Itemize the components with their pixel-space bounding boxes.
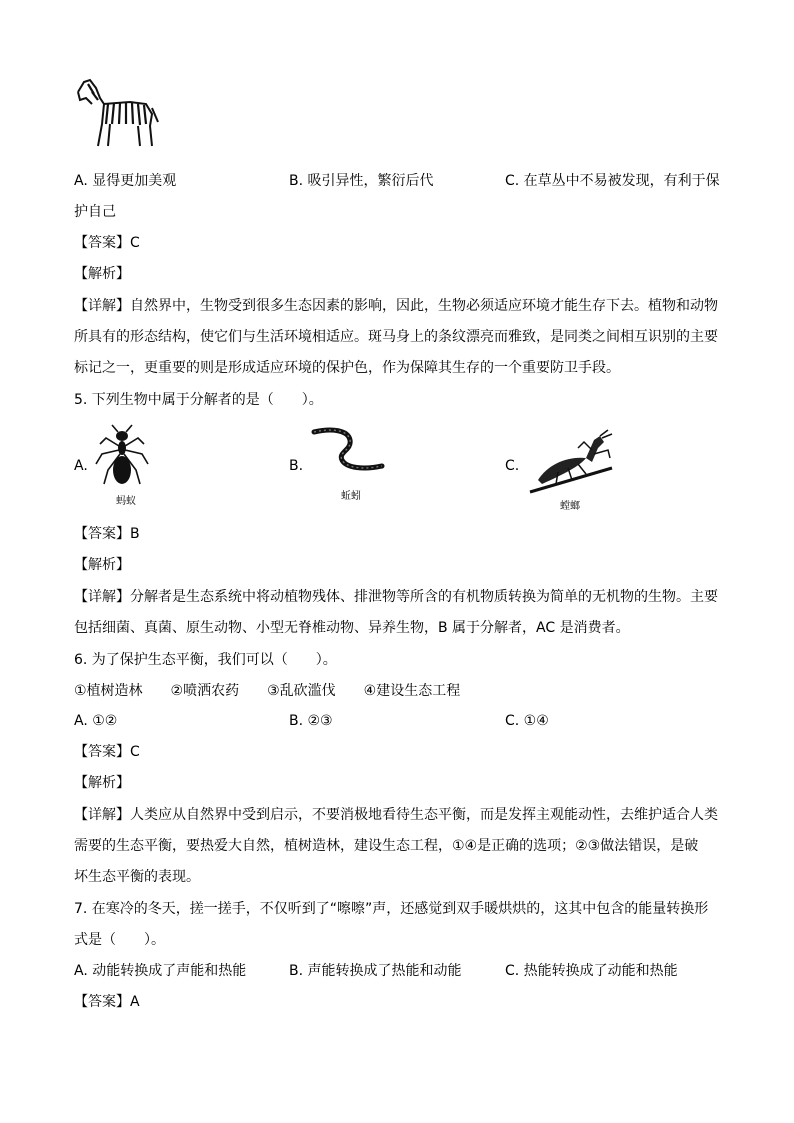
q6-choices: ①植树造林 ②喷洒农药 ③乱砍滥伐 ④建设生态工程	[74, 683, 461, 699]
ant-illustration	[94, 424, 150, 494]
q5-analysis-heading: 【解析】	[74, 557, 130, 573]
q5-option-b: B.	[289, 458, 304, 474]
q7-stem-line: 7. 在寒冷的冬天，搓一搓手，不仅听到了“嚓嚓”声，还感觉到双手暖烘烘的，这其中包含的能量转换形	[74, 901, 709, 917]
q5-caption-b: 蚯蚓	[341, 491, 361, 502]
q7-answer: 【答案】A	[74, 994, 140, 1010]
q6-stem: 6. 为了保护生态平衡，我们可以（ ）。	[74, 652, 337, 668]
q6-detail-line: 需要的生态平衡，要热爱大自然，植树造林，建设生态工程，①④是正确的选项；②③做法错误，是破	[74, 838, 699, 854]
q4-detail-line: 【详解】自然界中，生物受到很多生态因素的影响，因此，生物必须适应环境才能生存下去。植物和动物	[74, 298, 718, 314]
earthworm-illustration	[308, 426, 388, 476]
q6-option-a: A. ①②	[74, 713, 118, 729]
zebra-illustration	[74, 74, 160, 150]
q5-caption-c: 螳螂	[560, 501, 580, 512]
q5-detail-line: 包括细菌、真菌、原生动物、小型无脊椎动物、异养生物，B 属于分解者，AC 是消费者。	[74, 620, 630, 636]
q5-option-c: C.	[505, 458, 520, 474]
q7-option-b: B. 声能转换成了热能和动能	[289, 963, 462, 979]
q4-option-c: C. 在草丛中不易被发现，有利于保	[505, 173, 720, 189]
q7-option-c: C. 热能转换成了动能和热能	[505, 963, 678, 979]
q4-option-a: A. 显得更加美观	[74, 173, 177, 189]
q4-analysis-heading: 【解析】	[74, 266, 130, 282]
q4-detail-line: 所具有的形态结构，使它们与生活环境相适应。斑马身上的条纹漂亮而雅致，是同类之间相互识别的主要	[74, 329, 718, 345]
q7-stem-line: 式是（ ）。	[74, 932, 165, 948]
q4-answer: 【答案】C	[74, 235, 140, 251]
q6-detail-line: 坏生态平衡的表现。	[74, 869, 200, 885]
q5-caption-a: 蚂蚁	[116, 496, 136, 507]
q5-answer: 【答案】B	[74, 526, 140, 542]
q4-detail-line: 标记之一，更重要的则是形成适应环境的保护色，作为保障其生存的一个重要防卫手段。	[74, 360, 620, 376]
q6-analysis-heading: 【解析】	[74, 775, 130, 791]
q5-detail-line: 【详解】分解者是生态系统中将动植物残体、排泄物等所含的有机物质转换为简单的无机物的生物。主要	[74, 589, 718, 605]
mantis-illustration	[528, 428, 616, 496]
q7-option-a: A. 动能转换成了声能和热能	[74, 963, 247, 979]
q6-detail-line: 【详解】人类应从自然界中受到启示，不要消极地看待生态平衡，而是发挥主观能动性，去维护适合人类	[74, 807, 718, 823]
q5-option-a: A.	[74, 458, 88, 474]
q6-answer: 【答案】C	[74, 744, 140, 760]
q4-option-b: B. 吸引异性，繁衍后代	[289, 173, 434, 189]
q4-option-c-continuation: 护自己	[74, 204, 116, 220]
q6-option-b: B. ②③	[289, 713, 333, 729]
q6-option-c: C. ①④	[505, 713, 549, 729]
q5-stem: 5. 下列生物中属于分解者的是（ ）。	[74, 392, 323, 408]
